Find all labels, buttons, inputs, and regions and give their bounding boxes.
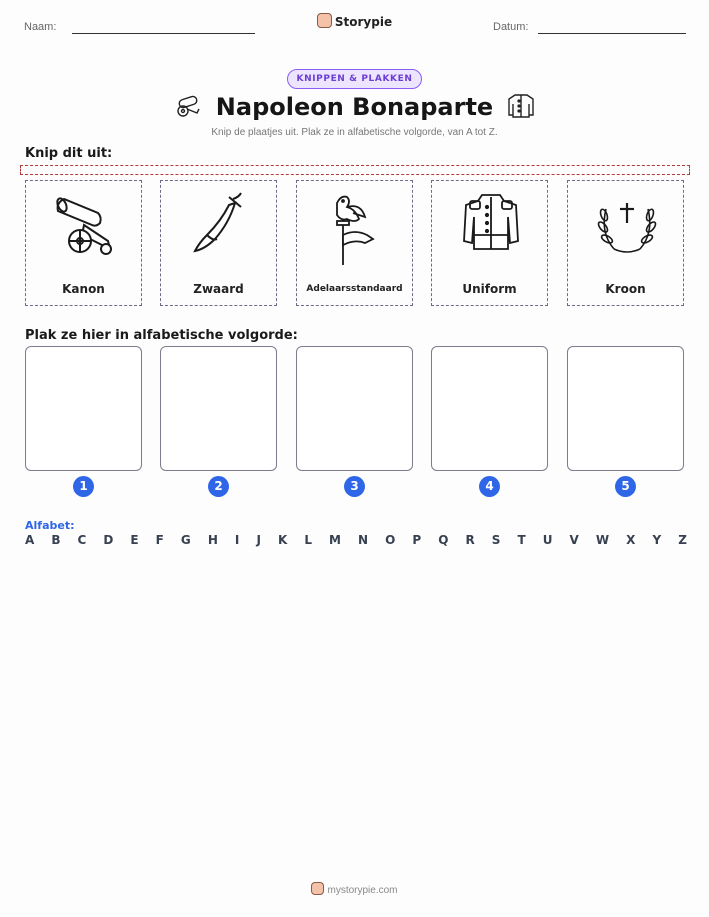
alphabet-letter: G: [180, 533, 191, 547]
alphabet-letter: X: [626, 533, 636, 547]
alphabet-letter: Y: [652, 533, 662, 547]
alphabet-letter: M: [329, 533, 341, 547]
alphabet-letter: L: [304, 533, 312, 547]
cut-card-kroon[interactable]: [567, 180, 684, 306]
paste-slot-3[interactable]: [296, 346, 413, 471]
alphabet-letter: E: [130, 533, 139, 547]
alphabet-letter: K: [277, 533, 288, 547]
alphabet-letter: J: [256, 533, 261, 547]
alphabet-letter: P: [412, 533, 422, 547]
cannon-icon: [54, 189, 116, 257]
paste-slot-2[interactable]: [160, 346, 277, 471]
slot-number-1: 1: [73, 476, 94, 497]
cut-card-zwaard[interactable]: [160, 180, 277, 306]
paste-slot-4[interactable]: [431, 346, 548, 471]
alphabet-letter: B: [51, 533, 61, 547]
slot-number-5: 5: [615, 476, 636, 497]
date-label: Datum:: [493, 21, 529, 33]
activity-badge: KNIPPEN & PLAKKEN: [287, 69, 423, 89]
alphabet-letter: C: [77, 533, 87, 547]
uniform-icon: [460, 189, 522, 261]
alphabet-letter: R: [465, 533, 475, 547]
card-label: Uniform: [462, 282, 517, 296]
alphabet-letter: V: [569, 533, 579, 547]
card-label: Kanon: [62, 282, 105, 296]
card-label: Adelaarsstandaard: [306, 284, 403, 294]
cut-card-adelaarsstandaard[interactable]: [296, 180, 413, 306]
eagle-standard-icon: [325, 189, 387, 265]
brand-name: Storypie: [334, 15, 393, 29]
alphabet-letter: H: [207, 533, 218, 547]
laurel-crown-icon: [596, 189, 658, 259]
alphabet-row: [25, 533, 687, 547]
sword-icon: [189, 189, 251, 261]
date-field[interactable]: [538, 33, 686, 34]
cut-card-uniform[interactable]: [431, 180, 548, 306]
alphabet-letter: F: [155, 533, 164, 547]
cut-heading: Knip dit uit:: [25, 146, 113, 161]
alphabet-letter: A: [25, 533, 35, 547]
alphabet-letter: W: [595, 533, 610, 547]
slot-number-4: 4: [479, 476, 500, 497]
alphabet-letter: Q: [438, 533, 449, 547]
slot-number-3: 3: [344, 476, 365, 497]
alphabet-letter: O: [385, 533, 396, 547]
storypie-logo-icon: [311, 882, 324, 895]
slot-number-2: 2: [208, 476, 229, 497]
instructions: Knip de plaatjes uit. Plak ze in alfabetische volgorde, van A tot Z.: [211, 127, 498, 138]
alphabet-letter: S: [491, 533, 501, 547]
card-label: Kroon: [605, 282, 646, 296]
alphabet-label: Alfabet:: [25, 519, 75, 532]
paste-heading: Plak ze hier in alfabetische volgorde:: [25, 328, 298, 343]
cut-line: [20, 165, 690, 175]
alphabet-letter: I: [234, 533, 240, 547]
storypie-logo-icon: [317, 13, 332, 28]
uniform-icon: [506, 92, 536, 122]
name-field[interactable]: [72, 33, 255, 34]
footer-url: mystorypie.com: [327, 885, 398, 896]
cut-card-kanon[interactable]: [25, 180, 142, 306]
alphabet-letter: Z: [678, 533, 687, 547]
page-title: Napoleon Bonaparte: [215, 93, 494, 121]
paste-slot-1[interactable]: [25, 346, 142, 471]
alphabet-letter: D: [103, 533, 114, 547]
alphabet-letter: U: [542, 533, 553, 547]
card-label: Zwaard: [193, 282, 244, 296]
footer-brand: [0, 882, 709, 896]
alphabet-letter: T: [517, 533, 526, 547]
cannon-icon: [173, 92, 203, 122]
name-label: Naam:: [24, 21, 57, 33]
alphabet-letter: N: [358, 533, 369, 547]
brand-logo: [0, 13, 709, 29]
paste-slot-5[interactable]: [567, 346, 684, 471]
